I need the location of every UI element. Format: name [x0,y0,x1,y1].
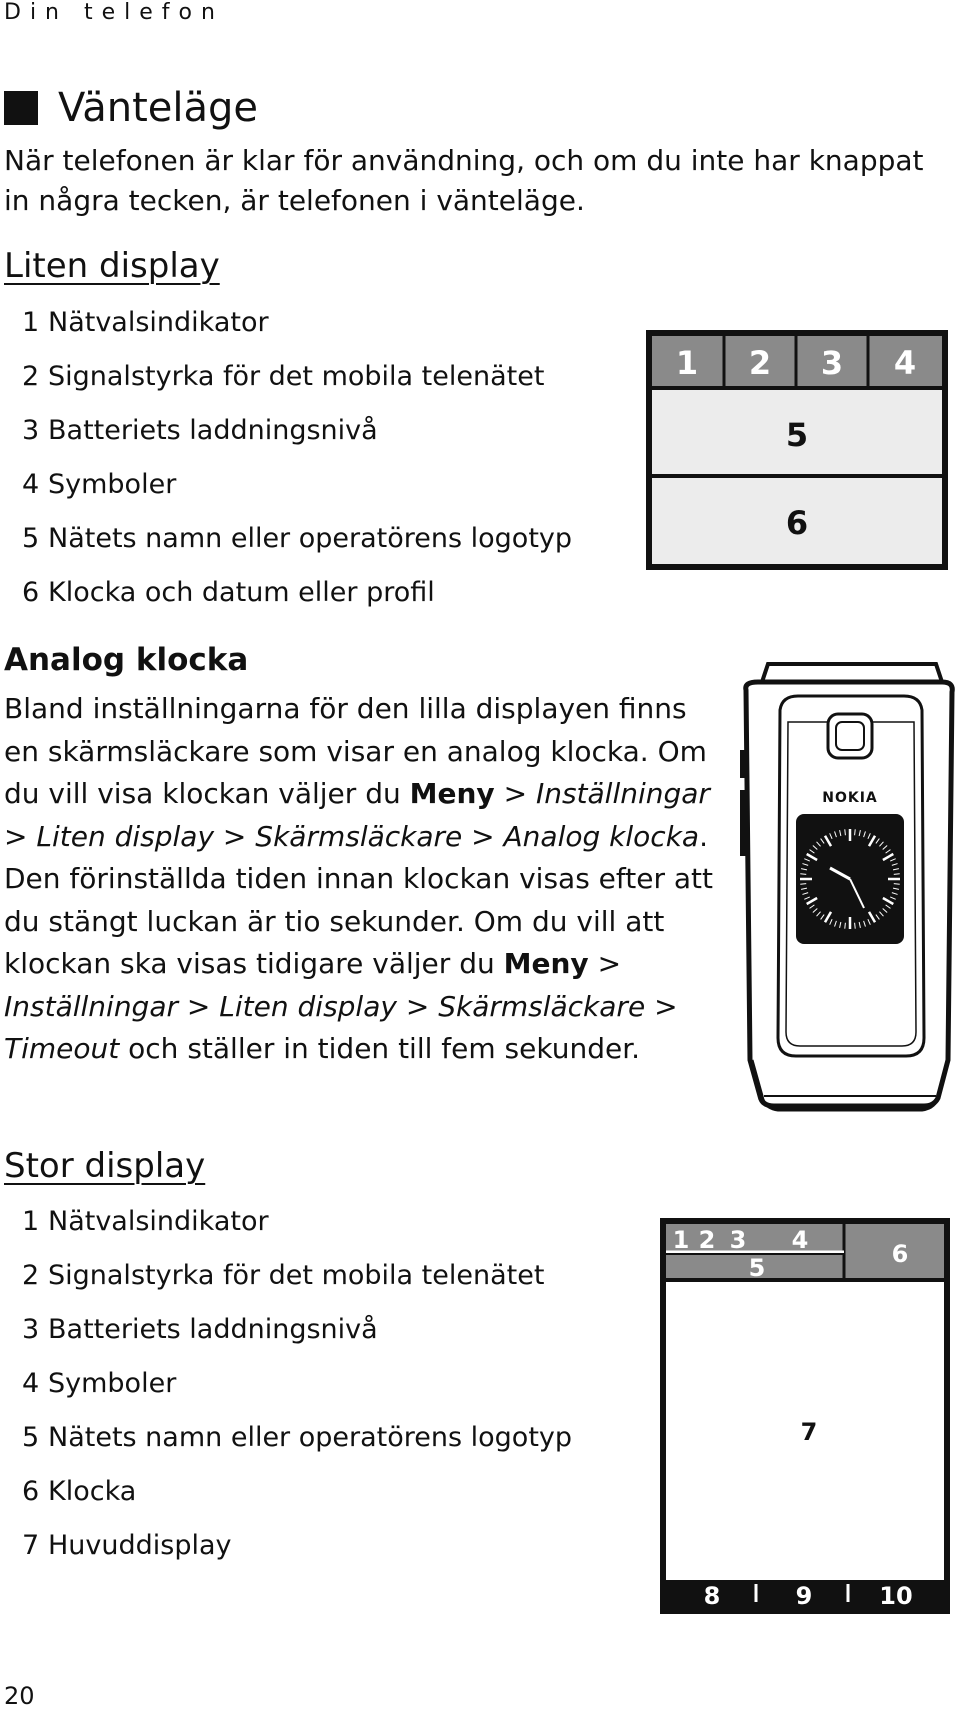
heading-square-icon [4,91,38,125]
clock-tick [894,874,900,875]
paragraph-segment: Timeout [4,1032,120,1065]
clock-tick [800,874,806,875]
phone-brand-logo: NOKIA [822,790,878,806]
diagram-label: 2 [748,344,772,382]
diagram-label: 4 [791,1226,809,1254]
list-item: 7 Huvuddisplay [22,1530,232,1561]
section-heading [4,80,258,136]
paragraph-segment: Meny [503,947,589,980]
paragraph-segment: > [645,989,678,1023]
list-item: 1 Nätvalsindikator [22,307,269,338]
paragraph-segment: > [462,819,504,853]
clock-tick [894,884,900,885]
list-item: 5 Nätets namn eller operatörens logotyp [22,523,573,554]
clock-tick [855,829,856,835]
list-item: 3 Batteriets laddningsnivå [22,1314,378,1345]
paragraph-segment: Inställningar [535,777,710,810]
diagram-label: 9 [795,1582,813,1610]
list-item: 3 Batteriets laddningsnivå [22,415,378,446]
diagram-label: 3 [729,1226,747,1254]
diagram-label: 5 [748,1254,766,1282]
small-display-title: Liten display [4,246,220,286]
list-item: 1 Nätvalsindikator [22,1206,269,1237]
intro-paragraph: När telefonen är klar för användning, och om du inte har knappat in några tecken, är telefonen i vänteläge. [4,144,924,217]
paragraph-segment: > [396,989,439,1023]
diagram-label: 6 [891,1240,909,1268]
diagram-label: 10 [879,1582,913,1610]
list-item: 4 Symboler [22,469,177,500]
running-header: Din telefon [4,0,224,25]
clock-tick [845,829,846,835]
diagram-label: 1 [675,344,699,382]
diagram-label: 7 [800,1418,818,1446]
list-item: 4 Symboler [22,1368,177,1399]
paragraph-segment: > [4,819,37,853]
clock-tick [855,923,856,929]
paragraph-segment: och ställer in tiden till fem sekunder. [119,1032,641,1065]
diagram-label: 1 [672,1226,690,1254]
diagram-label: 8 [703,1582,721,1610]
list-item: 6 Klocka [22,1476,137,1507]
analog-clock-title: Analog klocka [4,642,249,678]
paragraph-segment: Liten display [219,989,397,1023]
list-item: 5 Nätets namn eller operatörens logotyp [22,1422,573,1453]
paragraph-segment: Skärmsläckare [438,989,646,1023]
clock-tick [845,923,846,929]
paragraph-segment: > [588,947,622,980]
paragraph-segment: . Den förinställda tiden innan klockan visas efter att du stängt luckan är tio sekunder. Om du vill att klockan ska visas tidigare väljer du [4,819,714,980]
large-display-diagram [660,1218,950,1614]
diagram-label: 6 [785,504,809,542]
diagram-label: 2 [698,1226,716,1254]
paragraph-segment: > [494,777,536,810]
list-item: 6 Klocka och datum eller profil [22,577,435,608]
paragraph-segment: > [178,989,220,1023]
diagram-label: 3 [820,344,844,382]
heading-text: Vänteläge [58,85,259,131]
small-display-diagram [646,330,948,570]
phone-illustration [738,660,958,1145]
paragraph-segment: Inställningar [4,989,179,1023]
paragraph-segment: Analog klocka [503,819,700,853]
paragraph-segment: Meny [409,777,495,810]
paragraph-segment: > [214,819,256,853]
list-item: 2 Signalstyrka för det mobila telenätet [22,361,545,392]
paragraph-segment: Bland inställningarna för den lilla displayen finns en skärmsläckare som visar en analog klocka. Om du vill visa klockan väljer du [4,692,707,810]
page-number: 20 [4,1682,35,1710]
clock-tick [800,884,806,885]
diagram-label: 5 [785,416,809,454]
paragraph-segment: Liten display [36,819,215,853]
list-item: 2 Signalstyrka för det mobila telenätet [22,1260,545,1291]
large-display-title: Stor display [4,1146,206,1186]
paragraph-segment: Skärmsläckare [255,819,463,853]
analog-clock-paragraph [4,688,719,1071]
diagram-label: 4 [893,344,917,382]
